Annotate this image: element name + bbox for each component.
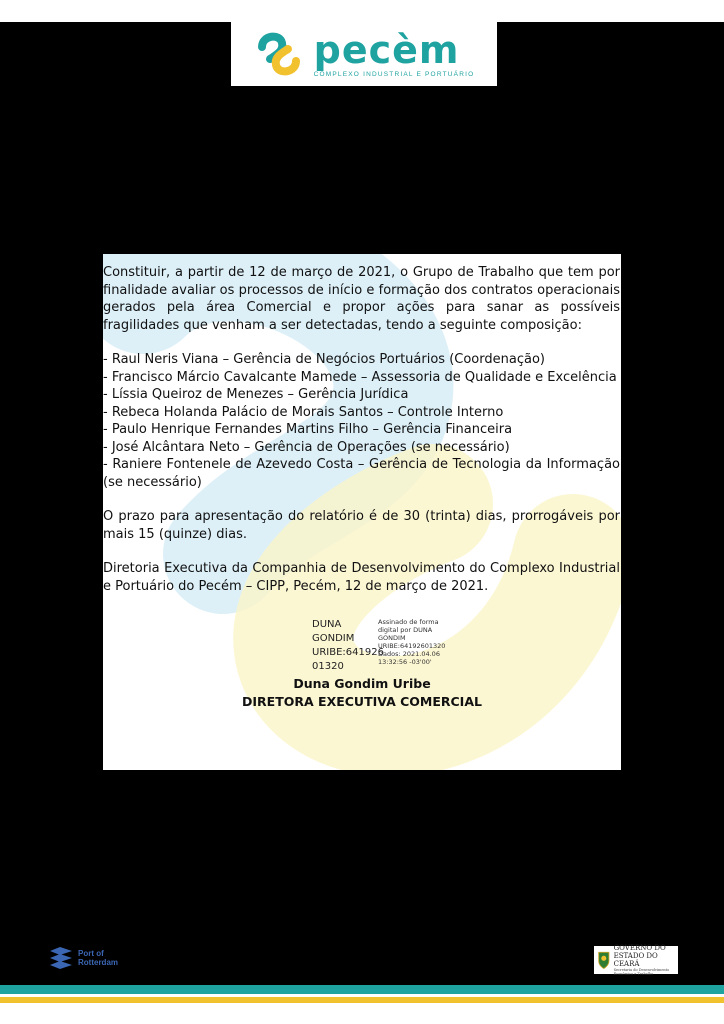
document-body <box>103 264 620 612</box>
port-of-rotterdam-logo: Port of Rotterdam <box>48 946 118 970</box>
members-list <box>103 351 620 491</box>
list-item: - Francisco Márcio Cavalcante Mamede – Assessoria de Qualidade e Excelência <box>103 369 617 385</box>
deadline-paragraph: O prazo para apresentação do relatório é de 30 (trinta) dias, prorrogáveis por mais 15 (quinze) dias. <box>103 509 620 542</box>
signer-title: DIRETORA EXECUTIVA COMERCIAL <box>242 694 482 709</box>
logo-subtitle: COMPLEXO INDUSTRIAL E PORTUÁRIO <box>313 70 475 78</box>
list-item: - Líssia Queiroz de Menezes – Gerência Jurídica <box>103 387 409 402</box>
logo-wordmark: pecèm <box>313 27 460 72</box>
digital-signature-stamp <box>312 618 448 674</box>
list-item: - Rebeca Holanda Palácio de Morais Santos – Controle Interno <box>103 404 504 420</box>
governo-ceara-logo: GOVERNO DO ESTADO DO CEARÁ Secretaria do Desenvolvimento Econômico e Trabalho <box>594 946 678 974</box>
pecem-logo <box>231 22 497 86</box>
footer-yellow-bar <box>0 997 724 1003</box>
rotterdam-waves-icon <box>48 946 74 970</box>
document-content <box>103 254 621 770</box>
intro-paragraph: Constituir, a partir de 12 de março de 2021, o Grupo de Trabalho que tem por finalidade avaliar os processos de início e formação dos contratos operacionais gerados pela área Comercial e propor ações para sanar as possíveis fragilidades que venham a ser detectadas, tendo a seguinte composição: <box>103 265 620 333</box>
stamp-name: DUNA GONDIM URIBE:641926 01320 <box>312 619 384 672</box>
closing-paragraph: Diretoria Executiva da Companhia de Desenvolvimento do Complexo Industrial e Portuário do Pecém – CIPP, Pecém, 12 de março de 2021. <box>103 561 620 594</box>
stamp-details: Assinado de forma digital por DUNA GONDIM URIBE:64192601320 Dados: 2021.04.06 13:32:56 -03'00' <box>378 618 446 666</box>
footer-teal-bar <box>0 985 724 994</box>
ceara-coat-of-arms-icon <box>597 949 611 971</box>
signer-name: Duna Gondim Uribe <box>293 676 431 691</box>
list-item: - Paulo Henrique Fernandes Martins Filho – Gerência Financeira <box>103 422 513 437</box>
list-item: - Raniere Fontenele de Azevedo Costa – Gerência de Tecnologia da Informação (se necessário) <box>103 457 620 490</box>
list-item: - Raul Neris Viana – Gerência de Negócios Portuários (Coordenação) <box>103 352 545 367</box>
list-item: - José Alcântara Neto – Gerência de Operações (se necessário) <box>103 439 510 455</box>
pecem-mark-icon <box>254 29 304 79</box>
